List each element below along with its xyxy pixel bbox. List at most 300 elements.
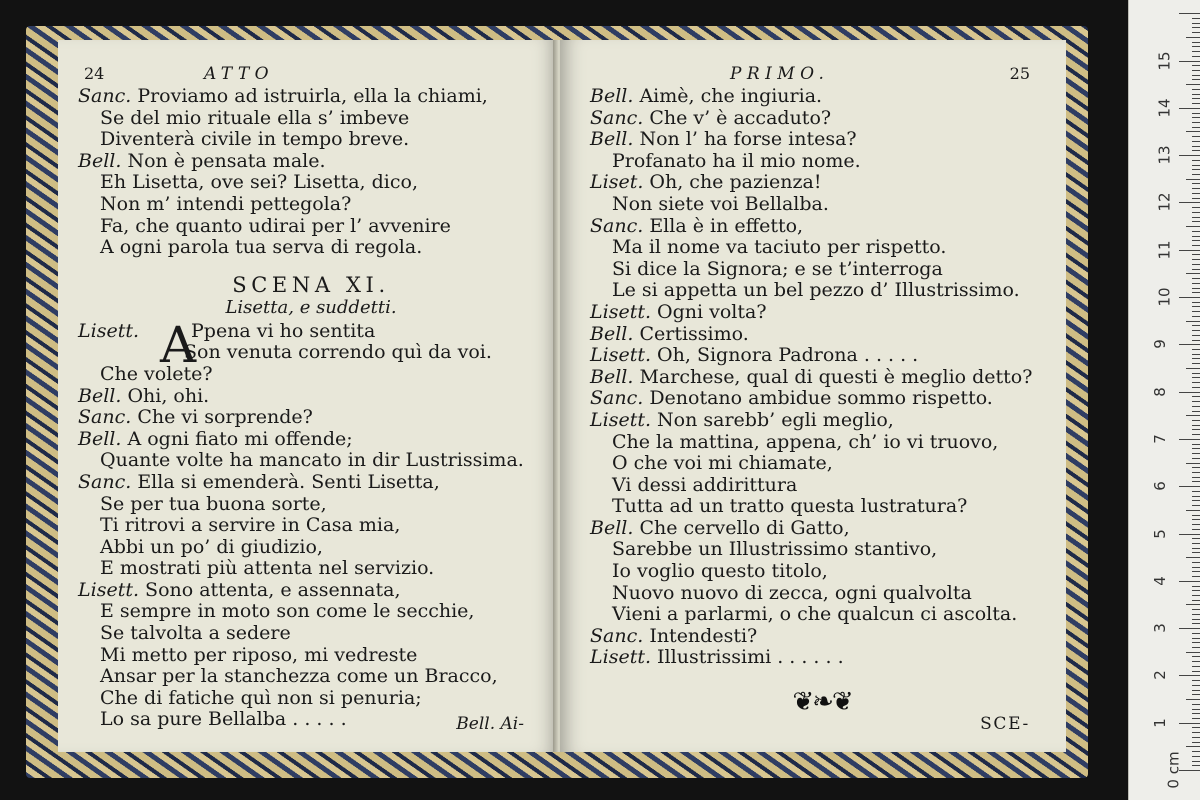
speaker: Lisett. [590,408,658,431]
ruler-tick [1186,84,1200,85]
verse-text: Certissimo. [639,322,749,345]
speaker: Sanc. [78,406,138,429]
ruler-tick [1192,306,1200,307]
ruler-tick [1192,567,1200,568]
verse-text: A ogni parola tua serva di regola. [100,236,423,259]
verse-text: Proviamo ad istruirla, ella la chiami, [137,85,488,107]
ruler-tick [1192,165,1200,166]
ruler-tick [1179,628,1200,629]
ruler-tick [1192,548,1200,549]
ruler-tick [1192,690,1200,691]
verse-line [78,515,544,537]
ruler-tick [1179,13,1200,14]
speaker: Sanc. [78,85,138,107]
ruler-tick [1192,742,1200,743]
ruler-tick [1192,586,1200,587]
verse-text: Illustrissimi . . . . . . [657,646,844,669]
verse-text: Aimè, che ingiuria. [639,85,823,107]
verse-text: Ella si emenderà. Senti Lisetta, [137,470,440,493]
ruler-tick [1192,453,1200,454]
ruler-tick [1192,642,1200,643]
ruler-label: 15 [1155,50,1174,71]
speaker: Sanc. [590,214,650,237]
verse-line [590,108,1054,130]
ruler-label: 14 [1155,98,1174,118]
ruler-tick [1179,250,1200,251]
verse-line [78,86,544,108]
verse-line [590,539,1054,561]
ruler-tick [1192,704,1200,705]
ruler-tick [1192,292,1200,293]
ruler-tick [1186,652,1200,653]
ruler-tick [1192,231,1200,232]
verse-text: Io voglio questo titolo, [612,560,828,583]
ruler-tick [1186,463,1200,464]
speaker: Liset. [590,171,650,194]
verse-text: Non sarebb’ egli meglio, [657,408,894,431]
ruler-tick [1192,500,1200,501]
ruler-tick [1192,661,1200,662]
ruler-tick [1192,382,1200,383]
ruler-tick [1192,103,1200,104]
ruler-tick [1192,496,1200,497]
ruler-tick [1186,37,1200,38]
left-running-title: ATTO [204,64,275,84]
ruler-tick [1179,297,1200,298]
left-text-block-bottom [78,364,544,731]
ruler-tick [1192,732,1200,733]
ruler-label: 7 [1150,434,1169,444]
right-catchword: SCE- [980,714,1030,734]
ruler-tick [1192,524,1200,525]
speaker: Sanc. [78,470,138,493]
ruler-label: 3 [1150,623,1169,633]
ruler-tick [1179,202,1200,203]
ruler-tick [1192,576,1200,577]
speaker: Bell. [78,149,128,172]
right-page-number: 25 [1009,64,1030,83]
left-running-head [78,64,544,86]
verse-text: Non siete voi Bellalba. [612,192,829,215]
verse-line [590,561,1054,583]
ruler-tick [1192,51,1200,52]
verse-text: Ansar per la stanchezza come un Bracco, [100,665,498,688]
ruler-tick [1192,42,1200,43]
verse-line [590,129,1054,151]
ruler-tick [1192,761,1200,762]
verse-text: Non è pensata male. [127,149,326,172]
ruler-tick [1192,685,1200,686]
ruler-tick [1186,273,1200,274]
ruler-tick [1192,316,1200,317]
ruler-tick [1192,680,1200,681]
left-page-number: 24 [84,64,105,83]
ruler-tick [1192,491,1200,492]
verse-line [78,666,544,688]
speaker: Lisett. [590,300,658,323]
verse-line [78,645,544,667]
scene-title: SCENA XI. [232,272,390,297]
verse-text: O che voi mi chiamate, [612,452,833,475]
speaker: Sanc. [590,106,650,129]
ruler-tick [1192,150,1200,151]
ruler-tick [1192,751,1200,752]
ruler-tick [1192,89,1200,90]
ruler-tick [1192,656,1200,657]
ruler-tick [1192,183,1200,184]
ruler-tick [1179,155,1200,156]
ruler-tick [1192,141,1200,142]
verse-line [78,429,544,451]
scene-persons: Lisetta, e suddetti. [225,296,397,318]
ruler-tick [1192,198,1200,199]
verse-line [590,237,1054,259]
ruler-tick [1192,335,1200,336]
ruler-label: 13 [1155,145,1174,165]
ruler-tick [1192,358,1200,359]
ruler-tick [1179,439,1200,440]
ruler-tick [1192,207,1200,208]
ruler-tick [1192,543,1200,544]
ruler-tick [1192,264,1200,265]
ruler-tick [1192,283,1200,284]
verse-text: Non l’ ha forse intesa? [639,128,857,151]
verse-text: Ogni volta? [657,300,767,323]
ruler-tick [1192,590,1200,591]
ruler-tick [1192,448,1200,449]
ruler-tick [1179,61,1200,62]
verse-text: Denotano ambidue sommo rispetto. [649,387,993,410]
ruler-tick [1192,411,1200,412]
speaker: Bell. [78,384,128,407]
verse-line [590,216,1054,238]
ruler-tick [1192,193,1200,194]
verse-line [78,688,544,710]
ruler-tick [1179,392,1200,393]
speaker: Bell. [78,427,128,450]
ornament-fleuron: ❦❧❦ [792,687,852,718]
verse-text: Non m’ intendi pettegola? [100,192,352,215]
ruler-tick [1192,23,1200,24]
ruler-tick [1186,557,1200,558]
ruler-label: 5 [1150,528,1169,539]
ruler-tick [1192,79,1200,80]
verse-line [78,537,544,559]
verse-text: Che v’ è accaduto? [649,106,832,129]
verse-text: Ma il nome va taciuto per rispetto. [612,236,947,259]
ruler-tick [1192,505,1200,506]
ruler-tick [1186,321,1200,322]
ruler-tick [1179,534,1200,535]
ruler-tick [1192,401,1200,402]
verse-text: A ogni fiato mi offende; [127,427,353,450]
verse-text: Ti ritrovi a servire in Casa mia, [100,514,401,537]
ruler-label: 12 [1155,192,1174,212]
ruler-tick [1192,694,1200,695]
speaker: Lisett. [590,646,658,669]
ruler-label: 11 [1155,240,1174,260]
ruler-tick [1192,515,1200,516]
ruler-tick [1192,70,1200,71]
verse-line [590,583,1054,605]
verse-line [590,302,1054,324]
verse-text: Mi metto per riposo, mi vedreste [100,643,418,666]
verse-text: Eh Lisetta, ove sei? Lisetta, dico, [100,171,418,194]
verse-line [590,324,1054,346]
verse-line [590,432,1054,454]
ruler-tick [1192,609,1200,610]
ruler-tick [1192,472,1200,473]
verse-text: Sono attenta, e assennata, [145,578,401,601]
verse-text: Oh, che pazienza! [649,171,822,194]
verse-text: Vi dessi addirittura [612,473,798,496]
verse-text: Che vi sorprende? [137,406,313,429]
verse-text: Diventerà civile in tempo breve. [100,128,410,151]
ruler-tick [1192,756,1200,757]
verse-line [78,364,544,386]
speaker: Lisett. [78,578,146,601]
ruler-tick [1192,614,1200,615]
verse-text: Lo sa pure Bellalba . . . . . [100,708,347,731]
verse-line [590,151,1054,173]
verse-line [78,172,544,194]
verse-text: Marchese, qual di questi è meglio detto? [639,365,1033,388]
left-catchword: Bell. Ai- [456,714,524,734]
verse-line [78,407,544,429]
verse-line [78,237,544,259]
verse-text: Tutta ad un tratto questa lustratura? [612,495,968,518]
ruler-label: 10 [1155,287,1174,307]
ruler-tick [1192,75,1200,76]
ruler-tick [1192,288,1200,289]
ruler-tick [1192,245,1200,246]
verse-text: Ohi, ohi. [127,384,210,407]
ruler-tick [1192,46,1200,47]
ruler-tick [1179,675,1200,676]
ruler-tick [1192,481,1200,482]
verse-line [78,386,544,408]
ruler-tick [1192,718,1200,719]
ruler-tick [1192,387,1200,388]
ruler-label: 1 [1150,717,1169,728]
ruler-tick [1186,415,1200,416]
ruler-tick [1192,727,1200,728]
ruler-tick [1192,552,1200,553]
verse-line [78,108,544,130]
ruler-tick [1192,519,1200,520]
ruler-tick [1192,671,1200,672]
ruler-tick [1179,108,1200,109]
ruler-tick [1192,32,1200,33]
ruler-tick [1192,529,1200,530]
ruler-tick [1192,269,1200,270]
verse-line [590,367,1054,389]
speaker: Sanc. [590,624,650,647]
right-running-head [590,64,1054,86]
ruler-tick [1192,434,1200,435]
verse-line [590,410,1054,432]
ruler-tick [1192,765,1200,766]
ruler-tick [1192,666,1200,667]
ruler-tick [1192,467,1200,468]
ruler-tick [1192,113,1200,114]
right-page [560,40,1066,752]
ruler-tick [1179,486,1200,487]
ruler-tick [1192,330,1200,331]
ruler-tick [1192,619,1200,620]
ruler-tick [1192,538,1200,539]
ruler-tick [1192,27,1200,28]
ruler-tick [1192,259,1200,260]
ruler-tick [1179,581,1200,582]
ruler-tick [1192,278,1200,279]
ruler-tick [1192,363,1200,364]
verse-line [590,259,1054,281]
speaker: Lisett. [78,319,139,342]
ruler-tick [1192,217,1200,218]
ruler-tick [1192,396,1200,397]
ruler-tick [1192,117,1200,118]
verse-line [590,280,1054,302]
ruler-tick [1192,562,1200,563]
verse-text: Oh, Signora Padrona . . . . . [657,344,919,367]
ruler-tick [1192,254,1200,255]
verse-line [590,647,1054,669]
verse-text: Si dice la Signora; e se t’interroga [612,257,943,280]
ruler-tick [1192,349,1200,350]
ruler-label: 4 [1150,576,1169,586]
verse-text: Vieni a parlarmi, o che qualcun ci ascolta. [612,603,1018,626]
verse-line [78,494,544,516]
verse-text: Che cervello di Gatto, [639,516,850,539]
ruler-tick [1192,477,1200,478]
verse-text: Sarebbe un Illustrissimo stantivo, [612,538,938,561]
ruler-tick [1192,325,1200,326]
ruler-tick [1186,699,1200,700]
verse-text: E mostrati più attenta nel servizio. [100,557,435,580]
ruler-label: 0 cm [1164,751,1183,789]
ruler-label: 2 [1150,670,1169,681]
verse-line [78,151,544,173]
left-text-block-top [78,86,544,259]
ruler-tick [1192,647,1200,648]
ruler-tick [1192,94,1200,95]
speaker: Lisett. [590,344,658,367]
ruler-tick [1192,146,1200,147]
ruler-tick [1192,311,1200,312]
ruler-tick [1192,65,1200,66]
ruler-tick [1192,302,1200,303]
ruler-tick [1192,188,1200,189]
speaker: Bell. [590,85,640,107]
verse-text: Fa, che quanto udirai per l’ avvenire [100,214,451,237]
ruler-tick [1186,131,1200,132]
verse-line [78,129,544,151]
verse-line [78,580,544,602]
ruler-tick [1192,406,1200,407]
ruler-tick [1192,212,1200,213]
ruler-tick [1192,633,1200,634]
verse-line [78,216,544,238]
speaker: Bell. [590,128,640,151]
verse-line [78,450,544,472]
ruler-tick [1192,600,1200,601]
ruler-tick [1192,56,1200,57]
ruler-tick [1186,510,1200,511]
verse-text: Che di fatiche quì non si penuria; [100,686,422,709]
verse-line [78,601,544,623]
right-text-block [590,86,1054,669]
ruler-tick [1192,240,1200,241]
verse-line [590,604,1054,626]
speaker: Bell. [590,322,640,345]
ruler-tick [1192,595,1200,596]
verse-text: Abbi un po’ di giudizio, [100,535,323,558]
ruler-tick [1192,221,1200,222]
ruler-tick [1192,136,1200,137]
verse-line [590,345,1054,367]
ruler-tick [1192,169,1200,170]
dropcap-line-2: Son venuta correndo quì da voi. [184,341,492,364]
ruler-tick [1186,604,1200,605]
ruler-tick [1186,746,1200,747]
ruler-label: 6 [1150,481,1169,491]
verse-text: Se del mio rituale ella s’ imbeve [100,106,410,129]
verse-line [590,626,1054,648]
ruler-tick [1186,368,1200,369]
verse-line [590,496,1054,518]
verse-line [590,172,1054,194]
ruler-tick [1192,373,1200,374]
verse-text: Ella è in effetto, [649,214,804,237]
ruler-tick [1192,709,1200,710]
verse-text: E sempre in moto son come le secchie, [100,600,475,623]
verse-text: Nuovo nuovo di zecca, ogni qualvolta [612,581,972,604]
verse-text: Se per tua buona sorte, [100,492,327,515]
speaker: Bell. [590,365,640,388]
ruler-tick [1192,160,1200,161]
ruler-tick [1179,723,1200,724]
ruler-tick [1186,179,1200,180]
verse-text: Le si appetta un bel pezzo d’ Illustrissimo. [612,279,1020,302]
ruler-label: 9 [1150,339,1169,350]
dropcap-letter: A [160,315,197,374]
verse-line [590,194,1054,216]
ruler-tick [1192,425,1200,426]
verse-line [590,518,1054,540]
ruler-tick [1192,638,1200,639]
verse-line [590,388,1054,410]
verse-text: Intendesti? [649,624,758,647]
verse-line [78,472,544,494]
ruler-tick [1192,354,1200,355]
right-running-title: PRIMO. [730,64,830,84]
verse-line [590,453,1054,475]
ruler-tick [1192,737,1200,738]
verse-text: Quante volte ha mancato in dir Lustrissima. [100,449,524,472]
ruler-tick [1192,713,1200,714]
ruler-tick [1192,340,1200,341]
measurement-ruler [1128,0,1200,800]
ruler-tick [1192,127,1200,128]
left-page [58,40,558,752]
verse-line [78,194,544,216]
verse-line [590,86,1054,108]
verse-text: Che la mattina, appena, ch’ io vi truovo, [612,430,999,453]
ruler-tick [1192,174,1200,175]
ruler-tick [1179,344,1200,345]
ruler-tick [1192,98,1200,99]
